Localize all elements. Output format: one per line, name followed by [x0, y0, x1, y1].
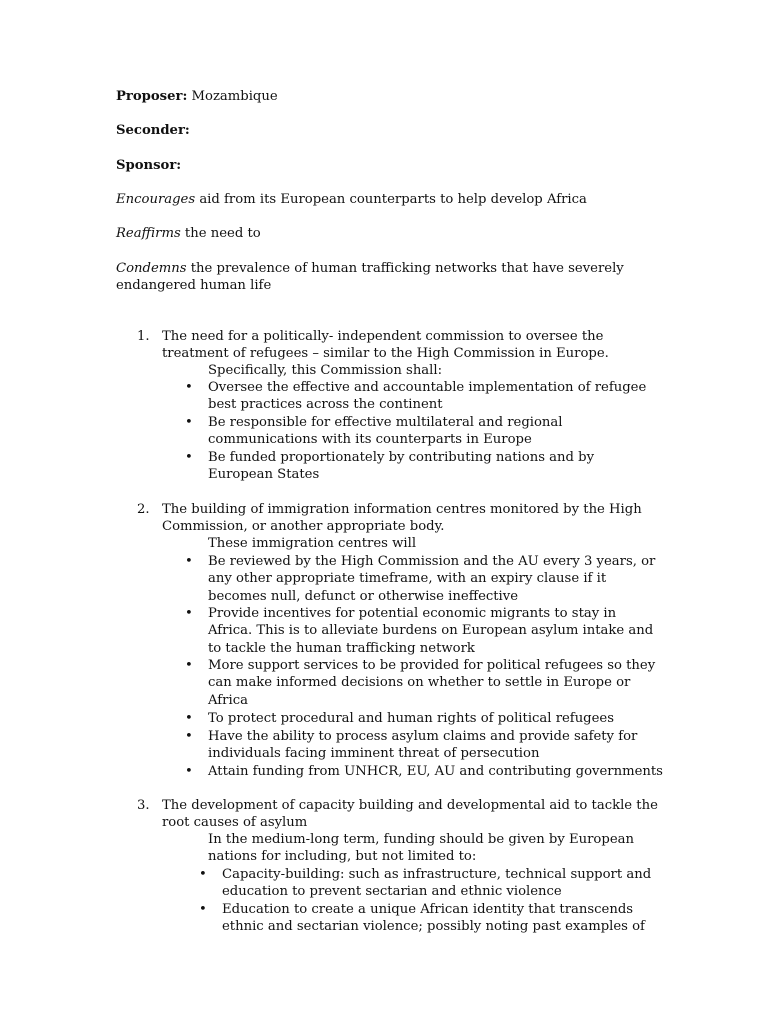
clause-intro: Specifically, this Commission shall: — [208, 363, 443, 378]
list-item: • Be responsible for effective multilateral and regional communications with its counterparts in Europe — [185, 415, 563, 448]
bullet-icon: • — [199, 902, 207, 917]
proposer-value: Mozambique — [191, 89, 278, 104]
preamble-clause — [116, 191, 587, 208]
list-item: • Education to create a unique African identity that transcends ethnic and sectarian violence; possibly noting past examples of — [199, 902, 645, 935]
preamble-clause — [116, 225, 261, 242]
bullet-icon: • — [185, 380, 193, 395]
clause-intro-continuation: nations for including, but not limited to: — [208, 849, 477, 864]
list-item: • Have the ability to process asylum claims and provide safety for individuals facing imminent threat of persecution — [185, 729, 638, 762]
list-item: • Attain funding from UNHCR, EU, AU and contributing governments — [185, 764, 663, 779]
bullet-icon: • — [185, 729, 193, 744]
bullet-icon: • — [185, 415, 193, 430]
sponsor-line — [116, 157, 181, 174]
proposer-line — [116, 88, 278, 105]
preamble-verb: Encourages — [116, 192, 196, 207]
seconder-line — [116, 122, 190, 139]
clause-intro: These immigration centres will — [208, 536, 417, 551]
bullet-icon: • — [185, 606, 193, 621]
sponsor-label: Sponsor: — [116, 158, 182, 173]
list-item: • Be funded proportionately by contributing nations and by European States — [185, 450, 595, 483]
clause-text: The development of capacity building and developmental aid to tackle the root causes of asylum — [162, 798, 658, 831]
bullet-icon: • — [185, 450, 193, 465]
clause-intro: In the medium-long term, funding should be given by European — [208, 832, 634, 847]
bullet-icon: • — [185, 658, 193, 673]
seconder-label: Seconder: — [116, 123, 190, 138]
preamble-text: aid from its European counterparts to help develop Africa — [195, 192, 587, 207]
bullet-icon: • — [185, 554, 193, 569]
preamble-continuation: endangered human life — [116, 278, 272, 293]
clause-text: The need for a politically- independent commission to oversee the treatment of refugees – similar to the High Commission in Europe. — [162, 329, 609, 362]
clause-number: 1. — [137, 329, 150, 344]
bullet-icon: • — [199, 867, 207, 882]
preamble-verb: Reaffirms — [116, 226, 181, 241]
list-item: • Oversee the effective and accountable implementation of refugee best practices across the continent — [185, 380, 647, 413]
list-item: • Capacity-building: such as infrastructure, technical support and education to prevent sectarian and ethnic violence — [199, 867, 652, 900]
preamble-text: the need to — [180, 226, 261, 241]
clause-number: 3. — [137, 798, 150, 813]
proposer-label: Proposer: — [116, 89, 188, 104]
list-item: • More support services to be provided for political refugees so they can make informed decisions on whether to settle in Europe or Africa — [185, 658, 656, 708]
list-item: • To protect procedural and human rights of political refugees — [185, 711, 615, 726]
preamble-text: the prevalence of human trafficking networks that have severely — [186, 261, 624, 276]
preamble-clause — [116, 260, 624, 277]
list-item: • Be reviewed by the High Commission and the AU every 3 years, or any other appropriate timeframe, with an expiry clause if it becomes null, defunct or otherwise ineffective — [185, 554, 656, 604]
list-item: • Provide incentives for potential economic migrants to stay in Africa. This is to alleviate burdens on European asylum intake and to tackle the human trafficking network — [185, 606, 654, 656]
preamble-verb: Condemns — [116, 261, 187, 276]
clause-text: The building of immigration information centres monitored by the High Commission, or another appropriate body. — [162, 502, 642, 535]
bullet-icon: • — [185, 764, 193, 779]
bullet-icon: • — [185, 711, 193, 726]
clause-number: 2. — [137, 502, 150, 517]
